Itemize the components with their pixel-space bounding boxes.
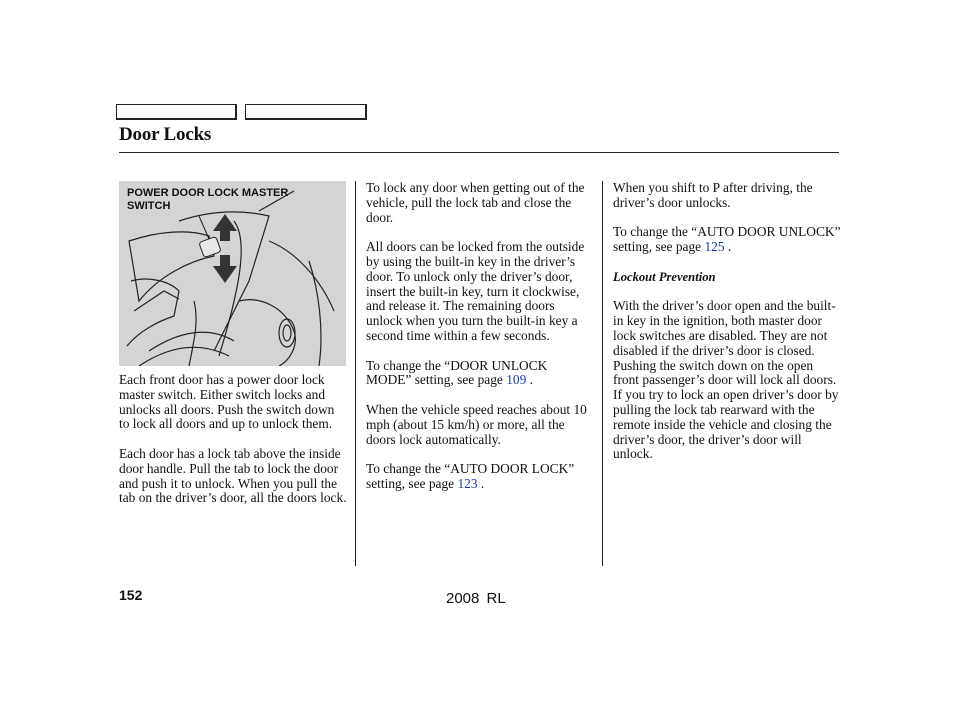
down-arrow-icon <box>213 255 237 283</box>
figure-caption: POWER DOOR LOCK MASTER SWITCH <box>127 187 289 212</box>
paragraph: Each door has a lock tab above the inside door handle. Pull the tab to lock the door and push it to unlock. When you pull the tab on the driver’s door, all the doors lock. <box>119 445 347 506</box>
paragraph-text: To change the “AUTO DOOR LOCK” setting, see page <box>366 461 575 491</box>
paragraph: All doors can be locked from the outside by using the built-in key in the driver’s door. To unlock only the driver’s door, insert the built-in key, turn it clockwise, and release it. The remaining doors unlock when you turn the built-in key a second time within a few seconds. <box>366 239 585 343</box>
master-switch-illustration <box>119 181 346 366</box>
column-divider <box>602 181 603 566</box>
paragraph <box>613 225 841 255</box>
nav-tab-box-2[interactable] <box>245 104 367 120</box>
column-3 <box>613 181 841 477</box>
footer-model: 2008 RL <box>446 590 506 607</box>
page-number: 152 <box>119 587 143 603</box>
nav-tab-box-1[interactable] <box>116 104 237 120</box>
column-divider <box>355 181 356 566</box>
paragraph-end: . <box>724 239 732 255</box>
paragraph-text: To change the “DOOR UNLOCK MODE” setting, see page <box>366 357 548 388</box>
column-1 <box>119 373 347 521</box>
paragraph: With the driver’s door open and the built-in key in the ignition, both master door lock switches are disabled. They are not disabled if the driver’s door is closed. Pushing the switch down on the open front passenger’s door will lock all doors. If you try to lock an open driver’s door by pulling the lock tab rearward with the remote inside the vehicle and closing the driver’s door, the driver’s door will unlock. <box>613 298 839 462</box>
column-2 <box>366 181 594 507</box>
page-link-109[interactable]: 109 <box>506 372 527 388</box>
page-title: Door Locks <box>119 124 212 145</box>
paragraph-end: . <box>477 475 485 491</box>
paragraph: When you shift to P after driving, the driver’s door unlocks. <box>613 180 813 210</box>
paragraph: To lock any door when getting out of the vehicle, pull the lock tab and close the door. <box>366 180 585 225</box>
title-rule <box>119 152 839 153</box>
page-link-125[interactable]: 125 <box>704 239 725 255</box>
paragraph <box>366 462 594 492</box>
paragraph <box>366 359 594 389</box>
paragraph: When the vehicle speed reaches about 10 mph (about 15 km/h) or more, all the doors lock automatically. <box>366 401 587 447</box>
paragraph-end: . <box>526 372 533 388</box>
up-arrow-icon <box>213 214 237 241</box>
paragraph: Each front door has a power door lock master switch. Either switch locks and unlocks all doors. Push the switch down to lock all doors and up to unlock them. <box>119 372 335 432</box>
section-subheading: Lockout Prevention <box>613 269 716 284</box>
page-link-123[interactable]: 123 <box>457 475 478 491</box>
paragraph-text: To change the “AUTO DOOR UNLOCK” setting, see page <box>613 224 841 255</box>
